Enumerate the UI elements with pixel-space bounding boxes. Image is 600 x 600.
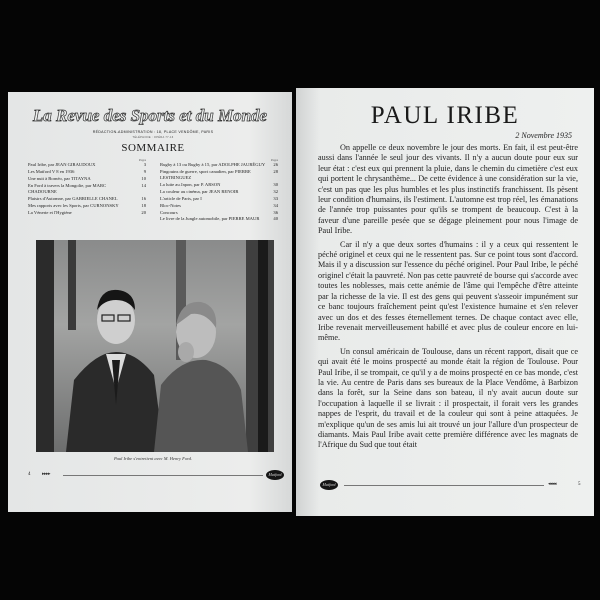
toc-title: Bloc-Notes (160, 202, 181, 208)
matford-logo: Matford (266, 470, 284, 480)
toc-entry (28, 196, 146, 202)
matford-logo: Matford (320, 480, 338, 490)
toc-page: 20 (141, 209, 146, 215)
article-title: PAUL IRIBE (370, 102, 520, 129)
footer-rule (344, 485, 544, 486)
toc-page: 26 (273, 162, 278, 167)
toc-title: En Ford à travers la Mongolie, par MARC CHADOURNE (28, 182, 107, 194)
toc-title: Pingouins de guerre, sport canadien, par PIERRE LESTRINGUEZ (160, 168, 251, 180)
toc-title: La couleur au cinéma, par JEAN RENOIR (160, 188, 239, 194)
toc-title: Le livre de la Jungle automobile, par PIERRE MAUR (160, 216, 260, 222)
toc-entry (28, 169, 146, 175)
toc-page: 9 (143, 168, 146, 174)
toc-page: 40 (273, 216, 278, 222)
toc-title: Rugby à 13 ou Rugby à 15, par ADOLPHE JAURÉGUY (160, 162, 266, 167)
toc-title: La lutte au Japon, par P. ARSON (160, 181, 221, 187)
photograph (36, 240, 274, 452)
telephone: TÉLÉPHONE : OPÉRA 77-16 (132, 136, 174, 139)
toc-title: Mes rapports avec les Sports, par CURNONSKY (28, 202, 119, 208)
arrows-ornament: ▸▸▸▸ (42, 471, 51, 477)
article-body (318, 143, 578, 454)
toc-page: 32 (273, 188, 278, 194)
toc-right-column (160, 158, 278, 223)
toc-page: 14 (141, 182, 146, 188)
masthead: La Revue des Sports et du Monde (32, 106, 268, 125)
paragraph: On appelle ce deux novembre le jour des morts. En fait, il est peut-être aussi dans l'année le seul jour des vivants. Il n'y a aucun doute pour eux sur leur état : c'est eux qui prennent la pluie, dans le chemin du cimetière c'est eux qui portent le chrysanthème... De cette évidence à une considération sur la vie, c'est un pas que les plus humbles et les plus instinctifs franchissent. Ils pèsent leur condition d'humains, ils l'estiment. L'automne est trop réel, les émanations de l'année trop puissantes pour qu'ils se trompent de beaucoup. C'est à la faveur d'une pareille pesée que se dégage pleinement pour nous l'image de Paul Iribe. (318, 143, 578, 236)
address: RÉDACTION-ADMINISTRATION : 18, PLACE VENDÔME, PARIS (92, 130, 214, 134)
photo-caption: Paul Iribe s'entretient avec M. Henry Ford. (113, 456, 193, 461)
toc-title: Plaisirs d'Automne, par GABRIELLE CHANEL (28, 195, 118, 201)
toc-entry (160, 203, 278, 209)
toc-entry (28, 210, 146, 216)
toc-title: Concours (160, 209, 178, 215)
toc-page: 3 (143, 162, 146, 167)
toc-page: 28 (273, 168, 278, 174)
toc-title: Les Matford V 8 en 1936 (28, 168, 75, 174)
toc-title: Une nuit à Bornéo, par TITAYNA (28, 175, 91, 181)
toc-entry (160, 182, 278, 188)
toc-entry (28, 203, 146, 209)
toc-title: La Vénerie et l'Hygiène (28, 209, 72, 215)
toc-entry (28, 162, 146, 168)
toc-left-column (28, 158, 146, 216)
toc-entry (160, 216, 278, 222)
footer-rule (63, 475, 263, 476)
pages-label: Pages (139, 158, 146, 162)
toc-entry (28, 183, 146, 194)
page-number: 4 (28, 472, 31, 477)
paragraph: Un consul américain de Toulouse, dans un récent rapport, disait que ce qui avait été le moins prospecté au monde était la région de Toulouse. Pour Paul Iribe, il se trompait, ce qu'il y a de moins prospecté en ce bas monde, c'est la vie. Au centre de Paris dans ses bureaux de la Place Vendôme, à Barbizon dans la forêt, sur la Seine dans son bateau, il n'y avait aucun doute sur l'occupation à laquelle il se livrait : il prospectait, il forait vers les grandes nappes de l'esprit, du travail et de la couleur qui sont à peine attaquées. Je m'explique qu'un de ses amis lui ait trouvé un jour l'allure d'un prospecteur de diamants. Mais Paul Iribe avait cette première différence avec les magnats de l'Afrique du Sud que tout était (318, 346, 578, 450)
toc-page: 34 (273, 202, 278, 208)
toc-page: 18 (141, 202, 146, 208)
toc-entry (160, 196, 278, 202)
toc-page: 10 (141, 175, 146, 181)
photo-men-talking (36, 240, 274, 452)
paragraph: Car il n'y a que deux sortes d'humains : il y a ceux qui ressentent le péché originel et ceux qui ne le ressentent pas. Sur ce point tous sont d'accord. Mais il y a discussion sur l'essence du péché originel. Pour Paul Iribe, le péché originel c'était la pauvreté. Non pas cette pauvreté de bourse qui s'accorde avec toutes les noblesses, mais cette anémie de l'âme qui l'empêche d'être atteinte par la richesse de la vie. Il est des gens qui peuvent s'asseoir impunément sur ce banc toujours fraîchement peint qu'est l'existence humaine et s'en relever avec un dos et des fesses éternellement ternes. De chaque contact avec elle, Iribe revenait merveilleusement habillé et avec plus de couleur encore en lui-même. (318, 239, 578, 343)
toc-entry (160, 162, 278, 168)
toc-page: 33 (273, 195, 278, 201)
toc-entry (28, 176, 146, 182)
right-page (296, 88, 594, 516)
toc-page: 30 (273, 181, 278, 187)
page-number: 5 (578, 482, 581, 487)
toc-entry (160, 189, 278, 195)
arrows-ornament: ◂◂◂◂ (548, 481, 557, 487)
toc-entry (160, 169, 278, 180)
toc-title: Paul Iribe, par JEAN GIRAUDOUX (28, 162, 96, 167)
left-page (8, 92, 292, 512)
article-date: 2 Novembre 1935 (515, 131, 572, 140)
pages-label: Pages (271, 158, 278, 162)
toc-page: 16 (141, 195, 146, 201)
toc-title: L'article de Paris, par I (160, 195, 202, 201)
toc-page: 36 (273, 209, 278, 215)
sommaire-heading: SOMMAIRE (121, 142, 185, 154)
toc-entry (160, 210, 278, 216)
